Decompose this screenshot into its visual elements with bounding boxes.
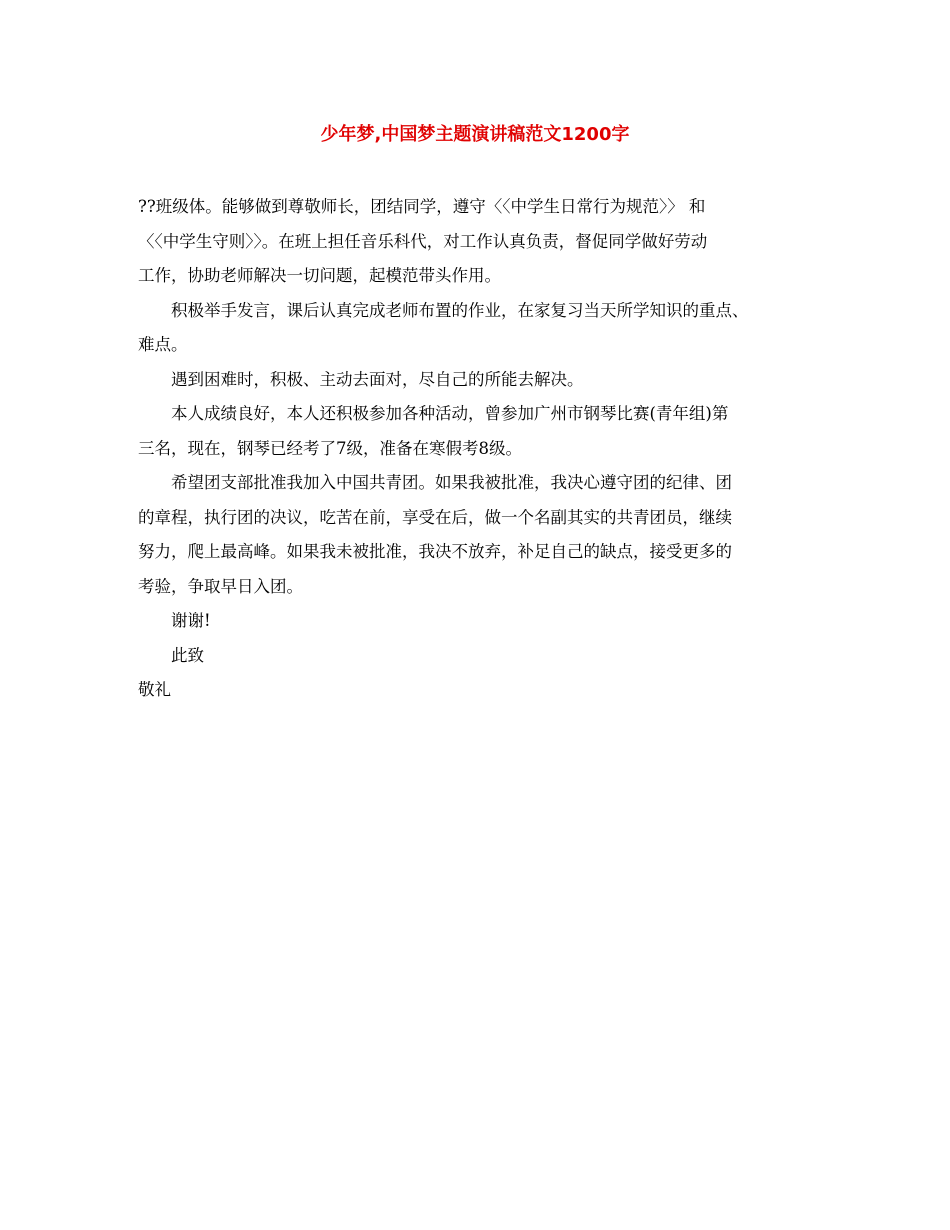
paragraph xyxy=(138,397,824,466)
paragraph xyxy=(138,363,824,398)
paragraph-line: 工作，协助老师解决一切问题，起模范带头作用。 xyxy=(138,266,501,285)
paragraph-line: 遇到困难时，积极、主动去面对，尽自己的所能去解决。 xyxy=(171,369,584,389)
paragraph-line: 努力，爬上最高峰。如果我未被批准，我决不放弃，补足自己的缺点，接受更多的 xyxy=(138,542,732,561)
paragraph-line: 希望团支部批准我加入中国共青团。如果我被批准，我决心遵守团的纪律、团 xyxy=(171,473,732,492)
paragraph-line: 此致 xyxy=(171,645,204,665)
paragraph-line: 谢谢! xyxy=(171,611,211,630)
paragraph xyxy=(138,294,824,363)
paragraph-line: 的章程，执行团的决议，吃苦在前，享受在后，做一个名副其实的共青团员，继续 xyxy=(138,507,732,527)
paragraph xyxy=(138,190,824,294)
paragraph-line: 考验，争取早日入团。 xyxy=(138,576,303,596)
paragraph-line: 难点。 xyxy=(138,335,188,354)
document-title: 少年梦,中国梦主题演讲稿范文1200字 xyxy=(320,124,630,145)
paragraph-line: 敬礼 xyxy=(138,680,171,699)
paragraph-line: 积极举手发言，课后认真完成老师布置的作业，在家复习当天所学知识的重点、 xyxy=(171,300,749,320)
paragraph xyxy=(138,466,824,604)
paragraph-line: 本人成绩良好，本人还积极参加各种活动，曾参加广州市钢琴比赛(青年组)第 xyxy=(171,404,729,423)
paragraph xyxy=(138,604,824,639)
document-body xyxy=(138,190,824,708)
paragraph xyxy=(138,673,824,708)
paragraph-line: 〈〈中学生守则〉〉。在班上担任音乐科代，对工作认真负责，督促同学做好劳动 xyxy=(138,231,708,251)
paragraph-line: ??班级体。能够做到尊敬师长，团结同学，遵守〈〈中学生日常行为规范〉〉 和 xyxy=(138,197,706,216)
paragraph-line: 三名，现在，钢琴已经考了7级，准备在寒假考8级。 xyxy=(138,438,522,458)
paragraph xyxy=(138,639,824,674)
